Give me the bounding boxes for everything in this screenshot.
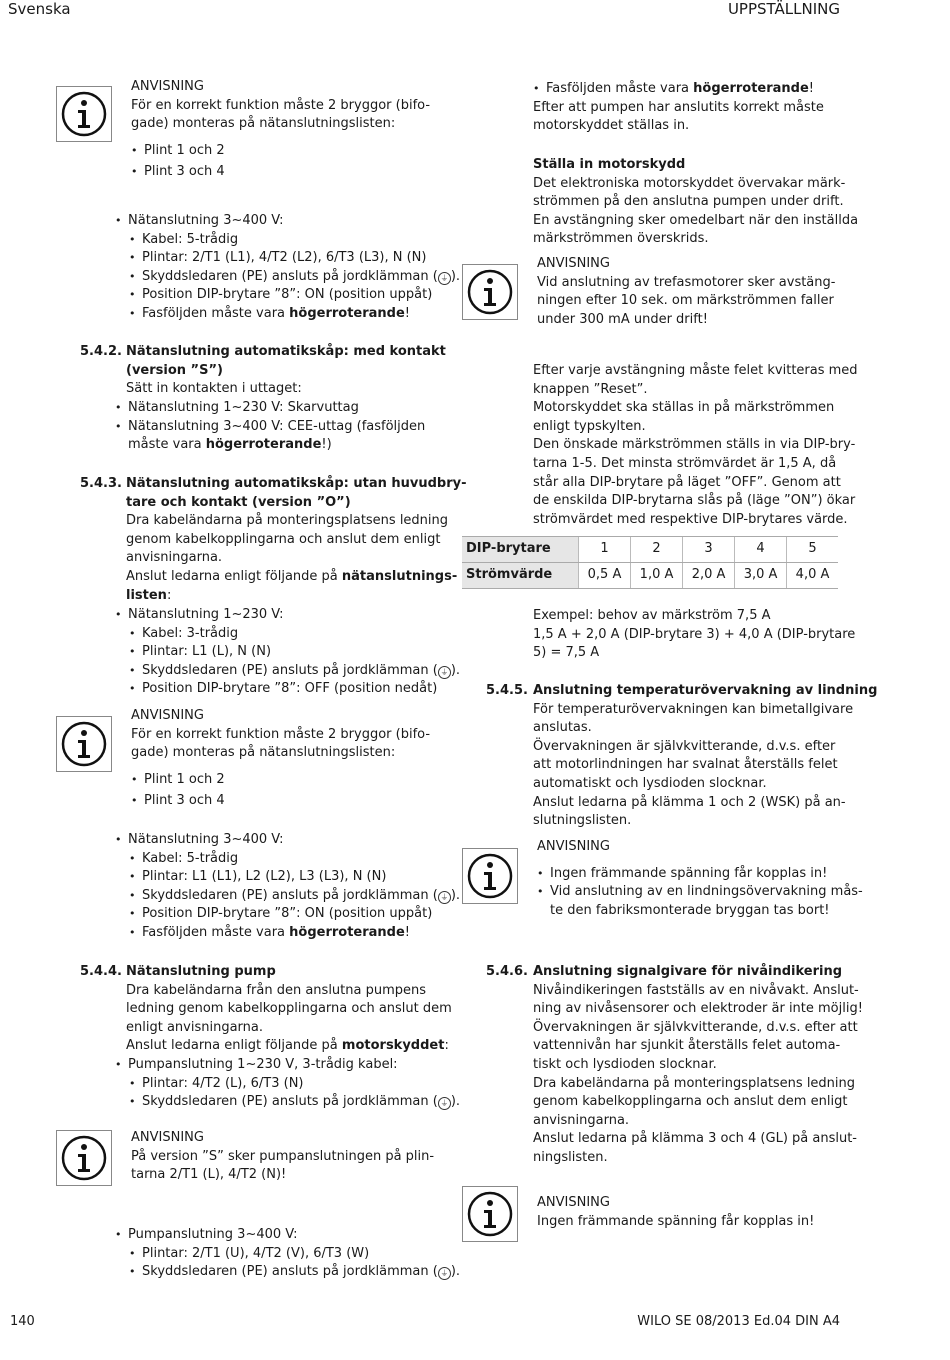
table-cell: 1 xyxy=(579,537,631,563)
list-item: • Pumpanslutning 1~230 V, 3-trådig kabel: xyxy=(115,1056,460,1075)
text-line: står alla DIP-brytare på läget ”OFF”. Genom att xyxy=(533,474,841,490)
notice-line: På version ”S” sker pumpanslutningen på plin- xyxy=(131,1148,435,1164)
list-item: • Kabel: 3-trådig xyxy=(129,625,460,644)
right-top xyxy=(533,80,824,136)
text-line: genom kabelkopplingarna och anslut dem enligt xyxy=(533,1094,848,1110)
connection-block-1 xyxy=(115,212,460,324)
text-line: ningslisten. xyxy=(533,1149,608,1165)
text-line: En avstängning sker omedelbart när den inställda xyxy=(533,212,859,228)
text-line: vattennivån har sjunkit återställs felet automa- xyxy=(533,1038,841,1054)
section-title: Anslutning temperaturövervakning av lindning xyxy=(533,683,878,698)
header-language: Svenska xyxy=(8,0,71,18)
section-5-4-3-list xyxy=(115,606,460,699)
section-text: Anslut ledarna enligt följande på motorskyddet: xyxy=(126,1038,449,1054)
list-item: • Plintar: 4/T2 (L), 6/T3 (N) xyxy=(129,1075,460,1094)
info-icon xyxy=(462,848,518,904)
list-item: • Plintar: 2/T1 (L1), 4/T2 (L2), 6/T3 (L3), N (N) xyxy=(129,249,460,268)
list-item: • Plint 1 och 2 xyxy=(131,142,430,161)
notice-5 xyxy=(537,838,863,920)
table-cell: 0,5 A xyxy=(579,563,631,589)
notice-4 xyxy=(537,255,835,329)
table-cell: 4,0 A xyxy=(787,563,838,589)
list-item: • Plint 3 och 4 xyxy=(131,163,430,182)
notice-label: ANVISNING xyxy=(537,256,610,271)
notice-line: tarna 2/T1 (L), 4/T2 (N)! xyxy=(131,1167,287,1183)
text-line: knappen ”Reset”. xyxy=(533,381,648,397)
notice-line: För en korrekt funktion måste 2 bryggor (bifo- xyxy=(131,97,431,113)
text-line: För temperaturövervakningen kan bimetallgivare xyxy=(533,701,854,717)
list-item: • Nätanslutning 3~400 V: xyxy=(115,831,460,850)
list-item: • Plintar: L1 (L), N (N) xyxy=(129,643,460,662)
info-icon xyxy=(462,1186,518,1242)
info-icon xyxy=(56,716,112,772)
text-line: märkströmmen överskrids. xyxy=(533,231,709,247)
notice-6 xyxy=(537,1194,814,1231)
text-line: motorskyddet ställas in. xyxy=(533,118,690,134)
text-line: Nivåindikeringen fastställs av en nivåvakt. Anslut- xyxy=(533,982,859,998)
table-cell: 3,0 A xyxy=(735,563,787,589)
info-icon xyxy=(56,1130,112,1186)
list-item: • Nätanslutning 3~400 V: CEE-uttag (fasföljden xyxy=(115,418,425,437)
notice-line: För en korrekt funktion måste 2 bryggor (bifo- xyxy=(131,726,431,742)
ground-icon: ⏚ xyxy=(438,1267,451,1280)
text-line: Efter att pumpen har anslutits korrekt måste xyxy=(533,99,824,115)
section-5-4-2-list xyxy=(115,399,425,455)
list-item: • Pumpanslutning 3~400 V: xyxy=(115,1226,460,1245)
section-title: Nätanslutning pump xyxy=(126,964,276,979)
notice-line: Ingen främmande spänning får kopplas in! xyxy=(537,1213,815,1229)
section-5-4-4 xyxy=(126,963,452,1056)
text-line: Det elektroniska motorskyddet övervakar märk- xyxy=(533,175,846,191)
text-line: ning av nivåsensorer och elektroder är inte möjlig! xyxy=(533,1001,863,1017)
footer-publisher: WILO SE 08/2013 Ed.04 DIN A4 xyxy=(637,1314,840,1330)
list-item: • Ingen främmande spänning får kopplas in! xyxy=(537,865,863,884)
page-number: 140 xyxy=(10,1314,35,1330)
connection-block-3 xyxy=(115,1226,460,1282)
notice-label: ANVISNING xyxy=(131,708,204,723)
notice-2 xyxy=(131,707,430,811)
ground-icon: ⏚ xyxy=(438,1097,451,1110)
text-line: anvisningarna. xyxy=(533,1112,630,1128)
list-item: • Position DIP-brytare ”8”: OFF (position nedåt) xyxy=(129,680,460,699)
text-line: strömmen på den anslutna pumpen under drift. xyxy=(533,194,844,210)
text-line: Dra kabeländarna på monteringsplatsens ledning xyxy=(533,1075,856,1091)
text-line: Den önskade märkströmmen ställs in via DIP-bry- xyxy=(533,437,856,453)
list-item: • Nätanslutning 1~230 V: xyxy=(115,606,460,625)
table-cell: 5 xyxy=(787,537,838,563)
section-text: enligt anvisningarna. xyxy=(126,1019,263,1035)
section-text: Sätt in kontakten i uttaget: xyxy=(126,381,302,397)
notice-label: ANVISNING xyxy=(131,79,204,94)
text-line: anslutas. xyxy=(533,720,592,736)
list-item: • Plintar: L1 (L1), L2 (L2), L3 (L3), N (N) xyxy=(129,868,460,887)
table-row xyxy=(462,563,838,589)
list-item-cont: måste vara högerroterande!) xyxy=(128,437,332,453)
list-item: • Plint 3 och 4 xyxy=(131,792,430,811)
text-line: enligt typskylten. xyxy=(533,418,646,434)
list-item: • Position DIP-brytare ”8”: ON (position uppåt) xyxy=(129,286,460,305)
notice-1 xyxy=(131,78,430,182)
text-line: tiskt och lysdioden slocknar. xyxy=(533,1056,717,1072)
ground-icon: ⏚ xyxy=(438,666,451,679)
section-number: 5.4.3. xyxy=(80,476,122,491)
list-item-cont: te den fabriksmonterade bryggan tas bort! xyxy=(550,902,830,918)
subsection-title: Ställa in motorskydd xyxy=(533,157,686,172)
text-line: 5) = 7,5 A xyxy=(533,645,600,661)
section-text: genom kabelkopplingarna och anslut dem enligt xyxy=(126,531,441,547)
notice-line: Vid anslutning av trefasmotorer sker avstäng- xyxy=(537,274,836,290)
section-text: anvisningarna. xyxy=(126,550,223,566)
example-text xyxy=(533,607,855,663)
text-line: Övervakningen är självkvitterande, d.v.s. efter xyxy=(533,738,836,754)
list-item: • Skyddsledaren (PE) ansluts på jordklämman ( ⏚ ). xyxy=(129,662,460,681)
section-text: listen: xyxy=(126,587,172,603)
text-line: strömvärdet med respektive DIP-brytares värde. xyxy=(533,511,848,527)
list-item: • Vid anslutning av en lindningsövervakning mås- xyxy=(537,883,863,902)
section-text: Dra kabeländarna på monteringsplatsens ledning xyxy=(126,513,449,529)
section-5-4-6 xyxy=(533,963,863,1168)
text-line: Övervakningen är självkvitterande, d.v.s. efter att xyxy=(533,1019,858,1035)
text-line: Motorskyddet ska ställas in på märkströmmen xyxy=(533,400,835,416)
text-line: 1,5 A + 2,0 A (DIP-brytare 3) + 4,0 A (DIP-brytare xyxy=(533,626,856,642)
list-item: • Plintar: 2/T1 (U), 4/T2 (V), 6/T3 (W) xyxy=(129,1245,460,1264)
notice-line: under 300 mA under drift! xyxy=(537,311,708,327)
list-item: • Nätanslutning 1~230 V: Skarvuttag xyxy=(115,399,425,418)
section-number: 5.4.4. xyxy=(80,964,122,979)
list-item: • Kabel: 5-trådig xyxy=(129,231,460,250)
list-item: • Skyddsledaren (PE) ansluts på jordklämman ( ⏚ ). xyxy=(129,1263,460,1282)
text-line: Anslut ledarna på klämma 3 och 4 (GL) på anslut- xyxy=(533,1131,857,1147)
notice-line: gade) monteras på nätanslutningslisten: xyxy=(131,116,396,132)
list-item: • Skyddsledaren (PE) ansluts på jordklämman ( ⏚ ). xyxy=(129,887,460,906)
ground-icon: ⏚ xyxy=(438,891,451,904)
list-item: • Fasföljden måste vara högerroterande! xyxy=(533,80,824,99)
list-item: • Plint 1 och 2 xyxy=(131,771,430,790)
section-number: 5.4.2. xyxy=(80,344,122,359)
table-row xyxy=(462,537,838,563)
notice-3 xyxy=(131,1129,434,1185)
list-item: • Position DIP-brytare ”8”: ON (position uppåt) xyxy=(129,905,460,924)
motor-protection xyxy=(533,156,858,249)
info-icon xyxy=(462,264,518,320)
list-item: • Skyddsledaren (PE) ansluts på jordklämman ( ⏚ ). xyxy=(129,268,460,287)
text-line: att motorlindningen har svalnat återställs felet xyxy=(533,757,838,773)
section-5-4-3 xyxy=(126,475,467,605)
table-cell: 4 xyxy=(735,537,787,563)
table-header-cell: DIP-brytare xyxy=(462,537,579,563)
text-line: Exempel: behov av märkström 7,5 A xyxy=(533,608,771,623)
ground-icon: ⏚ xyxy=(438,272,451,285)
table-cell: 1,0 A xyxy=(631,563,683,589)
info-icon xyxy=(56,86,112,142)
notice-label: ANVISNING xyxy=(131,1130,204,1145)
dip-switch-table xyxy=(462,536,838,589)
text-line: de enskilda DIP-brytarna slås på (läge ”ON”) ökar xyxy=(533,493,856,509)
section-title: Nätanslutning automatikskåp: med kontakt xyxy=(126,344,446,359)
section-number: 5.4.6. xyxy=(486,964,528,979)
section-text: Anslut ledarna enligt följande på nätanslutnings- xyxy=(126,568,458,584)
text-line: slutningslisten. xyxy=(533,813,632,829)
list-item: • Nätanslutning 3~400 V: xyxy=(115,212,460,231)
list-item: • Fasföljden måste vara högerroterande! xyxy=(129,305,460,324)
text-line: automatiskt och lysdioden slocknar. xyxy=(533,775,767,791)
section-title: (version ”S”) xyxy=(126,362,223,378)
section-title: Anslutning signalgivare för nivåindikering xyxy=(533,964,843,979)
list-item: • Skyddsledaren (PE) ansluts på jordklämman ( ⏚ ). xyxy=(129,1093,460,1112)
header-section: UPPSTÄLLNING xyxy=(727,0,840,18)
section-text: Dra kabeländarna från den anslutna pumpens xyxy=(126,982,427,998)
section-number: 5.4.5. xyxy=(486,683,528,698)
text-line: Efter varje avstängning måste felet kvitteras med xyxy=(533,363,858,378)
section-5-4-5 xyxy=(533,682,877,831)
section-5-4-4-list xyxy=(115,1056,460,1112)
reset-text xyxy=(533,362,858,529)
table-header-cell: Strömvärde xyxy=(462,563,579,589)
notice-label: ANVISNING xyxy=(537,1195,610,1210)
notice-label: ANVISNING xyxy=(537,839,610,854)
connection-block-2 xyxy=(115,831,460,943)
section-text: ledning genom kabelkopplingarna och anslut dem xyxy=(126,1001,452,1017)
notice-line: gade) monteras på nätanslutningslisten: xyxy=(131,745,396,761)
notice-line: ningen efter 10 sek. om märkströmmen faller xyxy=(537,293,834,309)
list-item: • Fasföljden måste vara högerroterande! xyxy=(129,924,460,943)
section-5-4-2 xyxy=(126,343,446,399)
table-cell: 2 xyxy=(631,537,683,563)
table-cell: 3 xyxy=(683,537,735,563)
table-cell: 2,0 A xyxy=(683,563,735,589)
section-title: tare och kontakt (version ”O”) xyxy=(126,494,351,510)
section-title: Nätanslutning automatikskåp: utan huvudbry- xyxy=(126,476,467,491)
text-line: tarna 1-5. Det minsta strömvärdet är 1,5 A, då xyxy=(533,455,837,471)
list-item: • Kabel: 5-trådig xyxy=(129,850,460,869)
text-line: Anslut ledarna på klämma 1 och 2 (WSK) på an- xyxy=(533,794,846,810)
